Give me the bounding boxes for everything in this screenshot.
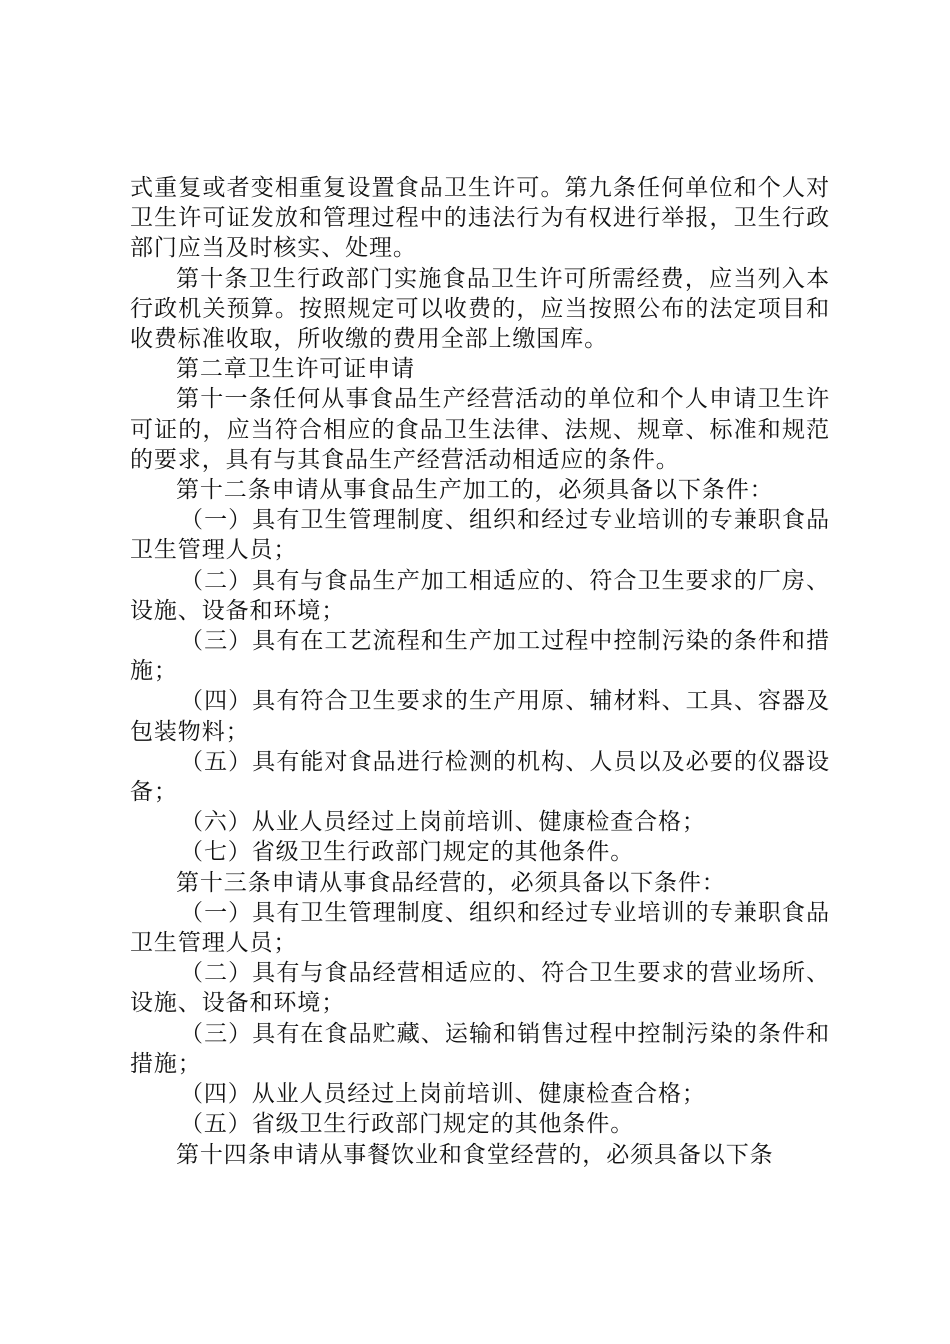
paragraph-continuation: 式重复或者变相重复设置食品卫生许可。第九条任何单位和个人对卫生许可证发放和管理过程中的违法行为有权进行举报，卫生行政部门应当及时核实、处理。: [130, 175, 830, 262]
list-item: （二）具有与食品生产加工相适应的、符合卫生要求的厂房、设施、设备和环境；: [130, 567, 830, 624]
list-item: （一）具有卫生管理制度、组织和经过专业培训的专兼职食品卫生管理人员；: [130, 899, 830, 957]
list-item: （三）具有在工艺流程和生产加工过程中控制污染的条件和措施；: [130, 628, 830, 685]
paragraph-article-10: 第十条卫生行政部门实施食品卫生许可所需经费，应当列入本行政机关预算。按照规定可以收费的，应当按照公布的法定项目和收费标准收取，所收缴的费用全部上缴国库。: [130, 265, 830, 353]
paragraph-article-14: 第十四条申请从事餐饮业和食堂经营的，必须具备以下条: [176, 1141, 774, 1168]
paragraph-article-12: 第十二条申请从事食品生产加工的，必须具备以下条件：: [176, 477, 774, 504]
list-item: （六）从业人员经过上岗前培训、健康检查合格；: [180, 809, 706, 836]
paragraph-article-13: 第十三条申请从事食品经营的，必须具备以下条件：: [176, 869, 726, 896]
list-item: （二）具有与食品经营相适应的、符合卫生要求的营业场所、设施、设备和环境；: [130, 960, 830, 1017]
list-item: （五）具有能对食品进行检测的机构、人员以及必要的仪器设备；: [130, 748, 830, 806]
document-body: [130, 173, 830, 1170]
paragraph-article-11: 第十一条任何从事食品生产经营活动的单位和个人申请卫生许可证的，应当符合相应的食品卫生法律、法规、规章、标准和规范的要求，具有与其食品生产经营活动相适应的条件。: [130, 386, 830, 473]
list-item: （四）从业人员经过上岗前培训、健康检查合格；: [180, 1081, 706, 1108]
list-item: （五）省级卫生行政部门规定的其他条件。: [180, 1111, 635, 1138]
list-item: （四）具有符合卫生要求的生产用原、辅材料、工具、容器及包装物料；: [130, 688, 830, 745]
list-item: （七）省级卫生行政部门规定的其他条件。: [180, 839, 635, 866]
list-item: （三）具有在食品贮藏、运输和销售过程中控制污染的条件和措施；: [130, 1020, 830, 1077]
chapter-heading: 第二章卫生许可证申请: [176, 356, 415, 383]
list-item: （一）具有卫生管理制度、组织和经过专业培训的专兼职食品卫生管理人员；: [130, 507, 830, 564]
